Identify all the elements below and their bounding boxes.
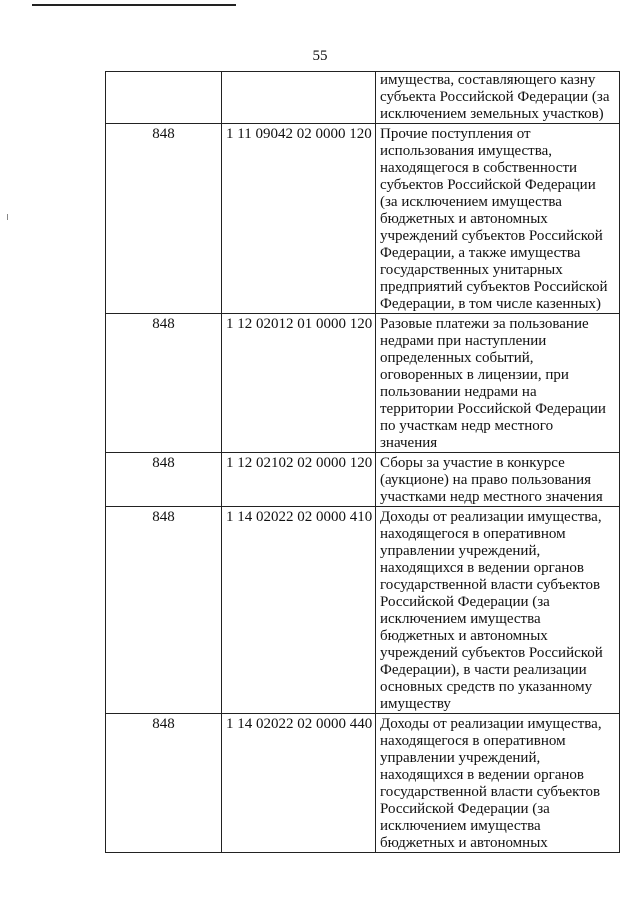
name-line: Разовые платежи за пользование [380,316,589,332]
name-line: определенных событий, [380,350,534,366]
income-code-cell: 1 12 02102 02 0000 120 [222,453,376,507]
name-line: находящегося в оперативном [380,733,566,749]
name-line: (аукционе) на право пользования [380,472,592,488]
name-line: значения [380,435,438,451]
name-line: Прочие поступления от [380,126,531,142]
income-name-cell [376,714,620,853]
table-row [106,124,620,314]
table-row [106,453,620,507]
income-code-cell: 1 12 02012 01 0000 120 [222,314,376,453]
income-code-cell: 1 11 09042 02 0000 120 [222,124,376,314]
name-line: (за исключением имущества [380,194,562,210]
table-row [106,72,620,124]
admin-code-cell: 848 [106,314,222,453]
name-line: учреждений субъектов Российской [380,645,603,661]
margin-mark [7,214,8,220]
table-row [106,507,620,714]
table-row [106,314,620,453]
name-line: государственных унитарных [380,262,563,278]
name-line: управлении учреждений, [380,750,541,766]
income-name-cell [376,453,620,507]
page-number: 55 [312,48,328,64]
admin-code-cell: 848 [106,453,222,507]
name-line: имуществу [380,696,451,712]
admin-code-cell: 848 [106,507,222,714]
name-line: недрами при наступлении [380,333,547,349]
name-line: находящихся в ведении органов [380,560,584,576]
name-line: субъекта Российской Федерации (за [380,89,610,105]
income-name-cell [376,314,620,453]
name-line: участками недр местного значения [380,489,603,505]
name-line: государственной власти субъектов [380,577,601,593]
name-line: Доходы от реализации имущества, [380,716,602,732]
name-line: находящегося в оперативном [380,526,566,542]
income-code-cell [222,72,376,124]
top-rule [32,4,236,6]
name-line: оговоренных в лицензии, при [380,367,569,383]
budget-codes-table [105,71,620,853]
name-line: Федерации, а также имущества [380,245,581,261]
name-line: пользовании недрами на [380,384,537,400]
income-name-cell [376,124,620,314]
name-line: субъектов Российской Федерации [380,177,596,193]
name-line: государственной власти субъектов [380,784,601,800]
income-name-cell [376,72,620,124]
name-line: по участкам недр местного [380,418,554,434]
income-name-cell [376,507,620,714]
name-line: Доходы от реализации имущества, [380,509,602,525]
table-row [106,714,620,853]
name-line: бюджетных и автономных [380,835,548,851]
name-line: Федерации), в части реализации [380,662,587,678]
admin-code-cell: 848 [106,124,222,314]
name-line: бюджетных и автономных [380,211,548,227]
name-line: предприятий субъектов Российской [380,279,608,295]
name-line: исключением имущества [380,611,541,627]
income-code-cell: 1 14 02022 02 0000 440 [222,714,376,853]
name-line: управлении учреждений, [380,543,541,559]
name-line: использования имущества, [380,143,553,159]
name-line: находящегося в собственности [380,160,578,176]
name-line: территории Российской Федерации [380,401,606,417]
name-line: Российской Федерации (за [380,801,550,817]
income-code-cell: 1 14 02022 02 0000 410 [222,507,376,714]
name-line: имущества, составляющего казну [380,72,596,88]
name-line: Федерации, в том числе казенных) [380,296,602,312]
name-line: исключением имущества [380,818,541,834]
name-line: основных средств по указанному [380,679,593,695]
name-line: Сборы за участие в конкурсе [380,455,565,471]
name-line: Российской Федерации (за [380,594,550,610]
admin-code-cell [106,72,222,124]
name-line: исключением земельных участков) [380,106,604,122]
name-line: учреждений субъектов Российской [380,228,603,244]
name-line: находящихся в ведении органов [380,767,584,783]
name-line: бюджетных и автономных [380,628,548,644]
admin-code-cell: 848 [106,714,222,853]
